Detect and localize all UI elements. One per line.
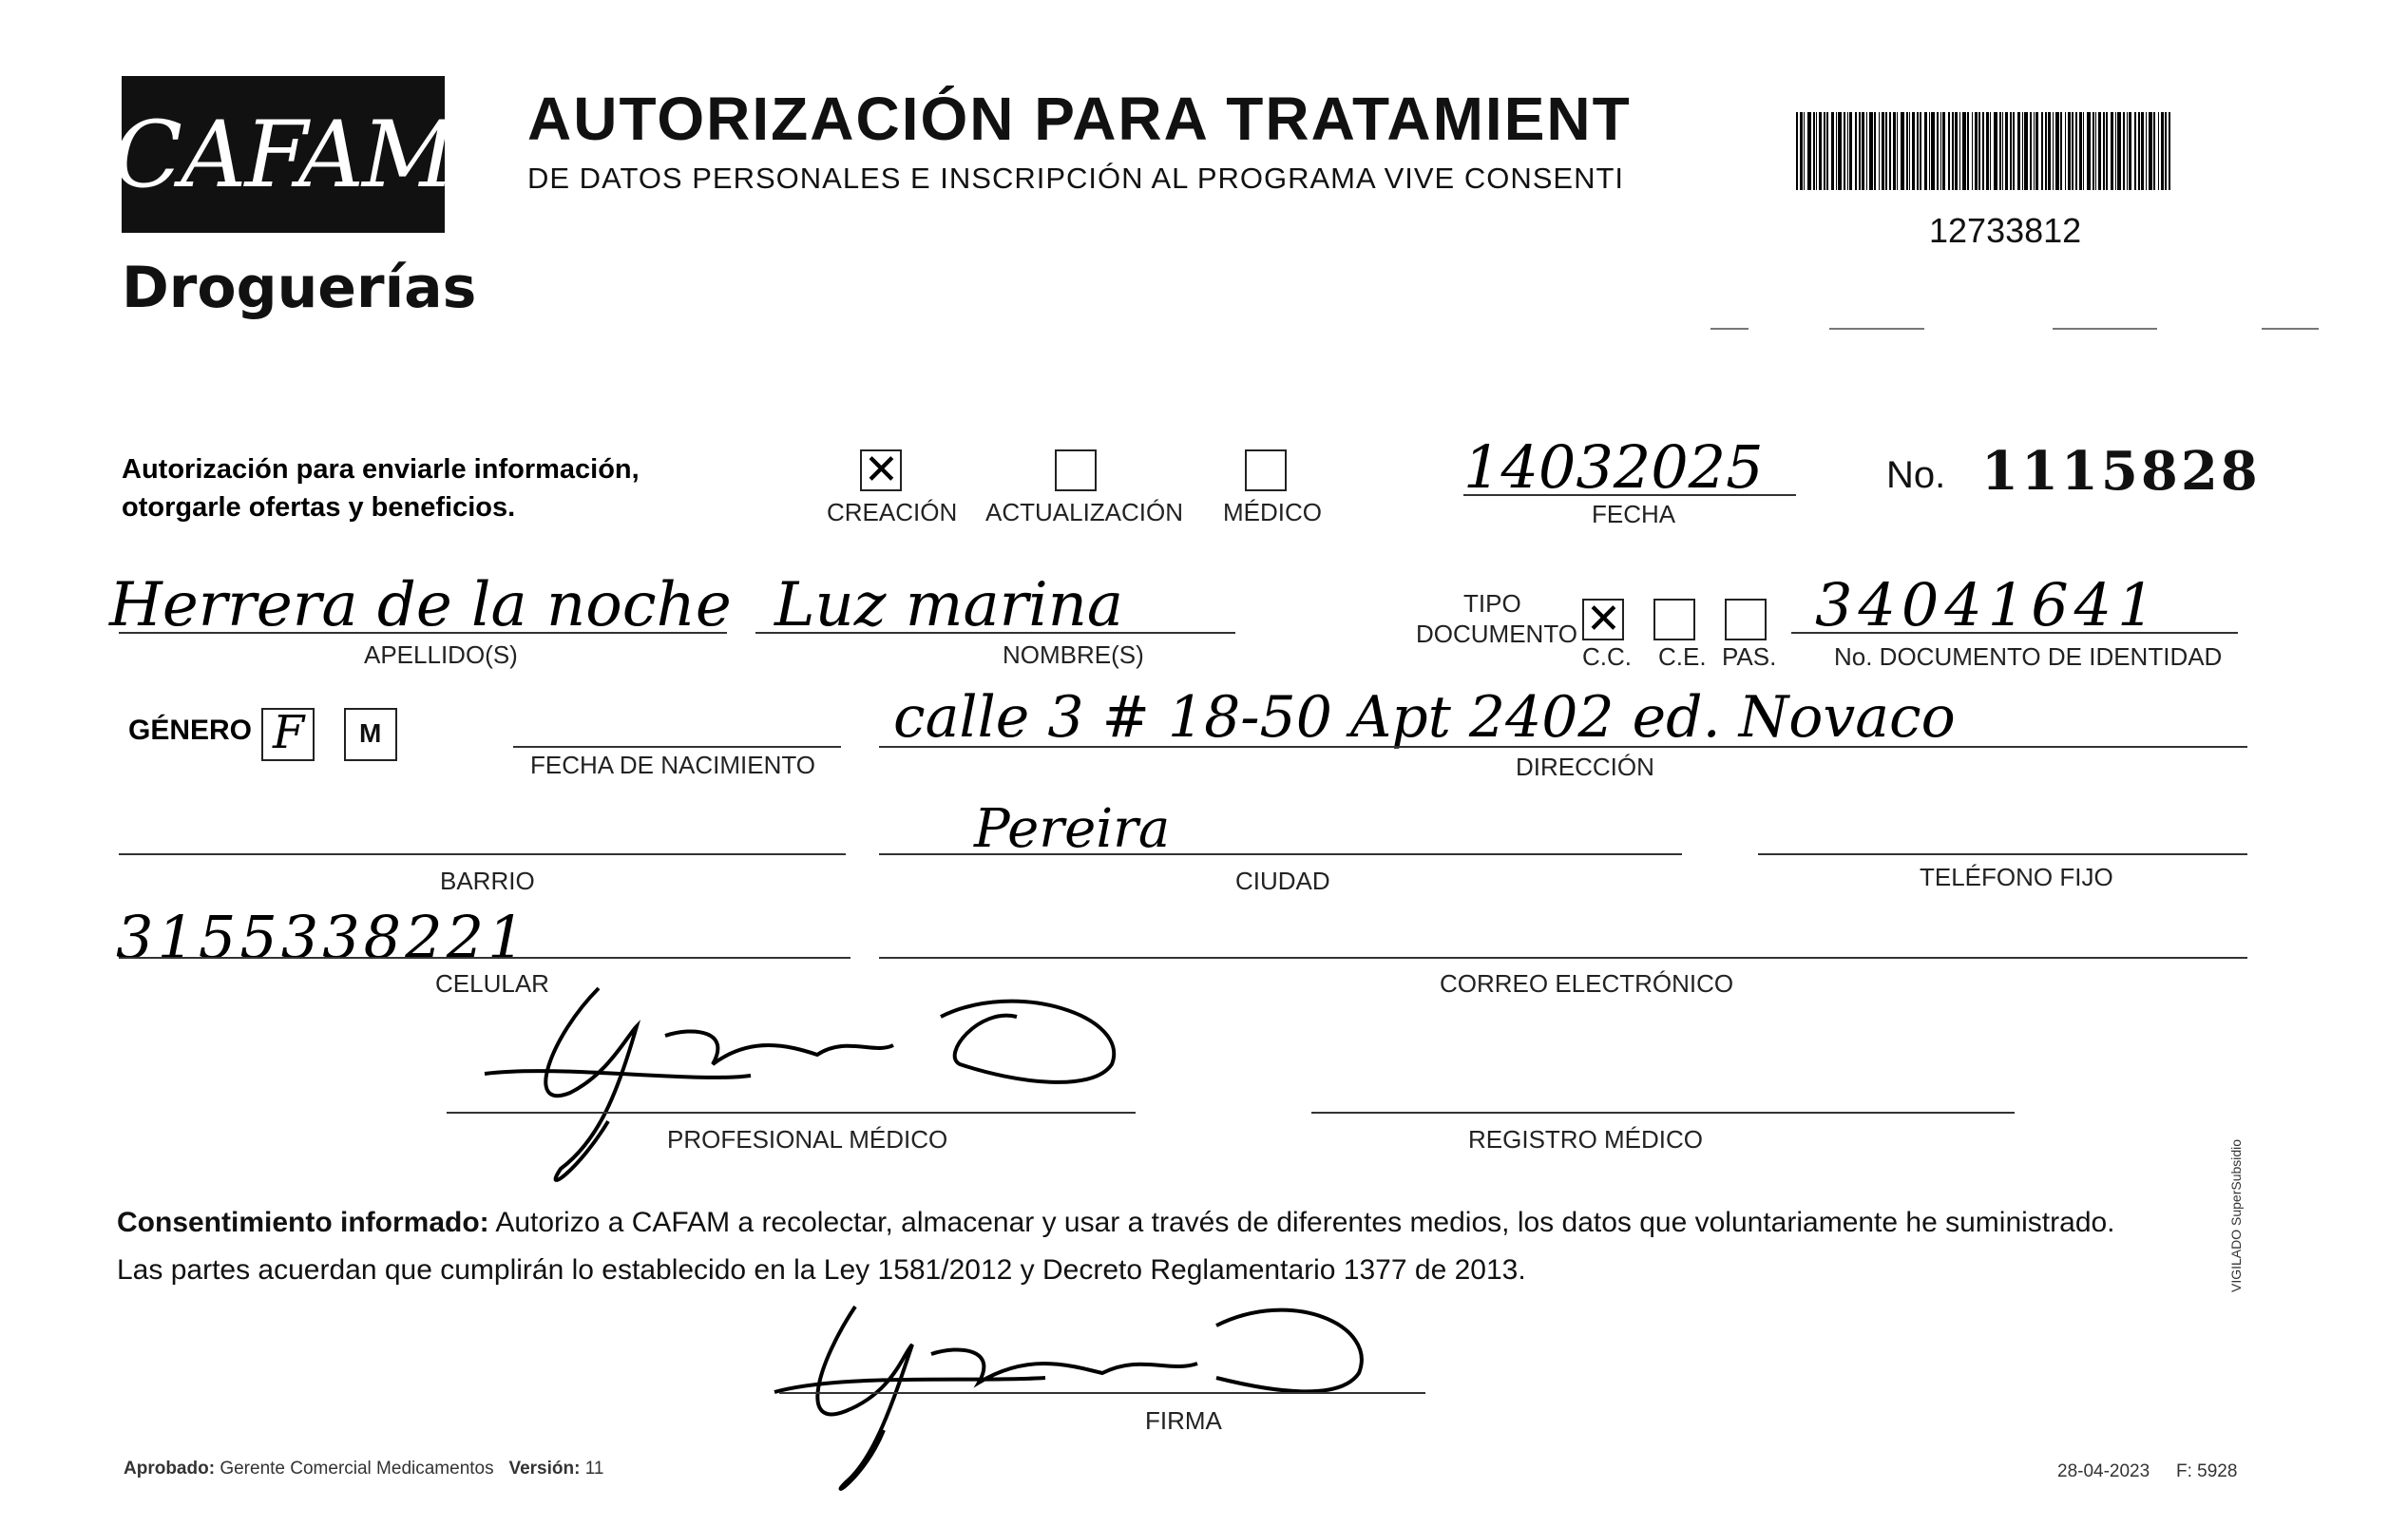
consent-line-2: Las partes acuerdan que cumplirán lo establecido en la Ley 1581/2012 y Decreto Reglamentario 1377 de 2013. [117, 1254, 1526, 1286]
cc-checkbox[interactable] [1582, 599, 1624, 640]
apellidos-label: APELLIDO(S) [364, 640, 518, 669]
direccion-value[interactable]: calle 3 # 18-50 Apt 2402 ed. Novaco [893, 684, 1956, 751]
medico-checkbox[interactable] [1245, 449, 1287, 491]
firma-signature [760, 1288, 1378, 1506]
no-label: No. [1886, 454, 1946, 496]
consent-line-1: Autorizo a CAFAM a recolectar, almacenar y usar a través de diferentes medios, los datos que voluntariamente he suministrado. [488, 1207, 2115, 1238]
creacion-label: CREACIÓN [827, 498, 958, 526]
ciudad-value[interactable]: Pereira [974, 798, 1171, 860]
nombres-value[interactable]: Luz marina [774, 570, 1124, 640]
fecha-value[interactable]: 14032025 [1463, 432, 1764, 502]
authorization-text-2: otorgarle ofertas y beneficios. [122, 492, 516, 523]
doc-number-label: No. DOCUMENTO DE IDENTIDAD [1834, 642, 2223, 671]
female-checkbox[interactable]: F [261, 708, 315, 761]
medico-label: MÉDICO [1223, 498, 1322, 526]
footer-date-code: 28-04-2023 [2057, 1461, 2150, 1481]
celular-value[interactable]: 3155338221 [116, 903, 529, 972]
genero-label: GÉNERO [128, 715, 253, 746]
documento-label: DOCUMENTO [1416, 620, 1577, 648]
cc-label: C.C. [1582, 642, 1632, 671]
footer-f-code: F: 5928 [2176, 1461, 2238, 1481]
barcode [1796, 112, 2176, 190]
consent-text [117, 1199, 2255, 1294]
fecha-label: FECHA [1592, 500, 1676, 528]
profesional-medico-label: PROFESIONAL MÉDICO [667, 1125, 948, 1154]
form-title: AUTORIZACIÓN PARA TRATAMIENT [527, 85, 1632, 153]
form-number: 1115828 [1981, 440, 2261, 503]
actualizacion-checkbox[interactable] [1055, 449, 1097, 491]
telefono-label: TELÉFONO FIJO [1920, 863, 2113, 891]
male-checkbox[interactable]: M [344, 708, 397, 761]
nombres-label: NOMBRE(S) [1003, 640, 1144, 669]
actualizacion-label: ACTUALIZACIÓN [985, 498, 1184, 526]
form-subtitle: DE DATOS PERSONALES E INSCRIPCIÓN AL PROGRAMA VIVE CONSENTI [527, 162, 1625, 195]
doc-number-value[interactable]: 34041641 [1815, 570, 2161, 639]
registro-medico-label: REGISTRO MÉDICO [1468, 1125, 1704, 1154]
creacion-checkbox[interactable] [860, 449, 902, 491]
pas-label: PAS. [1722, 642, 1777, 671]
authorization-text-1: Autorización para enviarle información, [122, 454, 640, 485]
direccion-label: DIRECCIÓN [1516, 753, 1654, 781]
footer-approval: Aprobado: Gerente Comercial Medicamentos Versión: 11 [124, 1459, 604, 1479]
ciudad-label: CIUDAD [1235, 867, 1330, 895]
celular-label: CELULAR [435, 969, 549, 998]
barcode-number: 12733812 [1929, 211, 2082, 250]
professional-signature [447, 979, 1131, 1207]
barrio-label: BARRIO [440, 867, 535, 895]
ce-label: C.E. [1658, 642, 1707, 671]
apellidos-value[interactable]: Herrera de la noche [109, 570, 732, 640]
firma-label: FIRMA [1145, 1406, 1222, 1435]
ce-checkbox[interactable] [1653, 599, 1695, 640]
cafam-logo: CAFAM [122, 76, 445, 233]
consent-lead: Consentimiento informado: [117, 1207, 489, 1238]
pas-checkbox[interactable] [1725, 599, 1767, 640]
correo-label: CORREO ELECTRÓNICO [1440, 969, 1734, 998]
fecha-nacimiento-label: FECHA DE NACIMIENTO [530, 751, 816, 779]
brand-subtitle: Droguerías [122, 255, 477, 321]
tipo-label: TIPO [1463, 589, 1521, 618]
side-vigilado-text: VIGILADO SuperSubsidio [2228, 1138, 2244, 1292]
